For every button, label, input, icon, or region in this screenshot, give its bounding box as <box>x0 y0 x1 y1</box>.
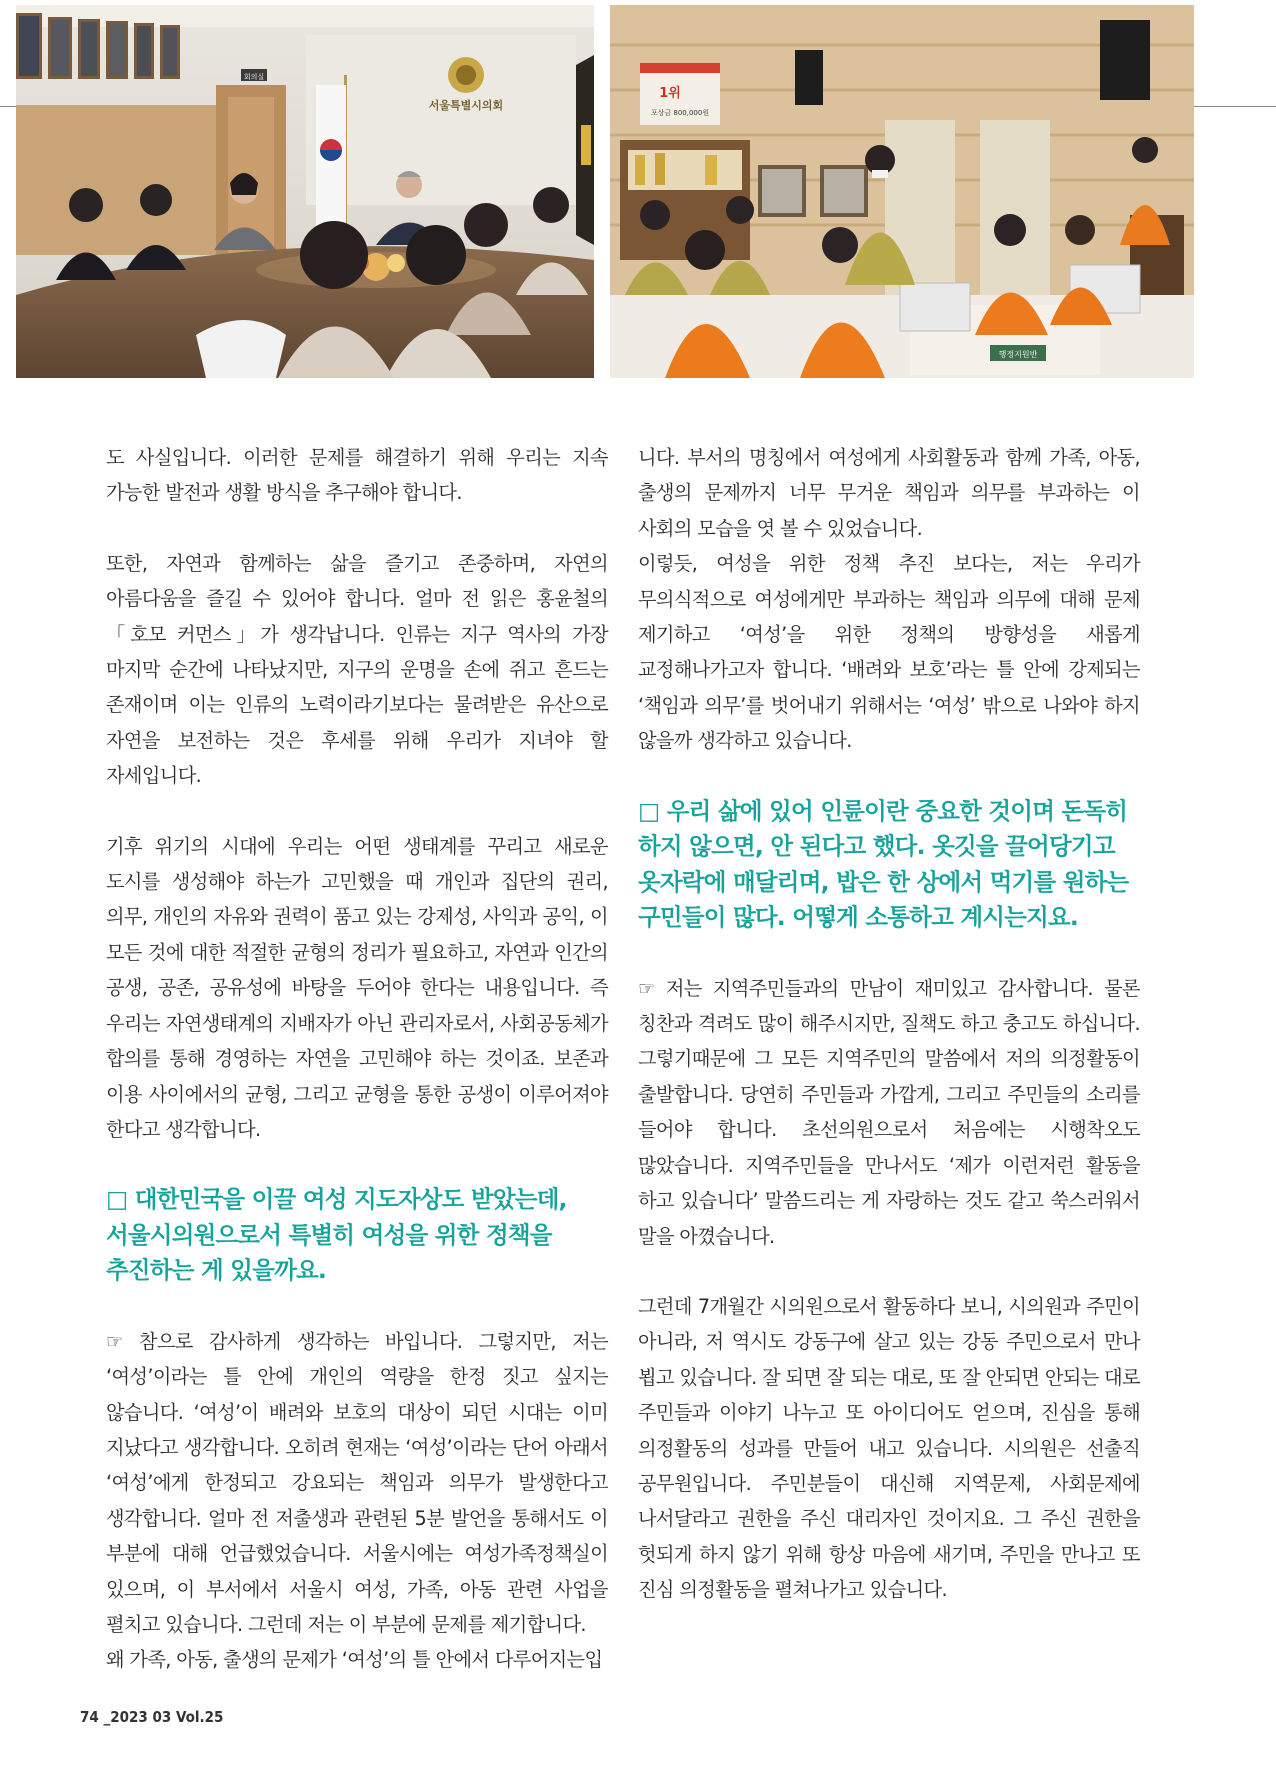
meeting-room-photo <box>16 5 594 378</box>
banner-prize: 포상금 800,000원 <box>650 109 710 117</box>
fire-station-photo <box>610 5 1194 378</box>
answer-paragraph-2: ☞ 저는 지역주민들과의 만남이 재미있고 감사합니다. 물론 칭찬과 격려도 많이 해주시지만, 질책도 하고 충고도 하십니다. 그렇기때문에 그 모든 지역주민의 말씀에서 저의 의정활동이 출발합니다. 당연히 주민들과 가깝게, 그리고 주민들의 소리를 들어야 합니다. 초선의원으로서 처음에는 시행착오도 많았습니다. 지역주민들을 만나서도 ‘제가 이런저런 활동을 하고 있습니다’ 말씀드리는 게 자랑하는 것도 같고 쑥스러워서 말을 아꼈습니다. <box>638 976 1140 1248</box>
banner-rank: 1위 <box>659 86 681 101</box>
door-sign-text: 회의실 <box>243 73 265 81</box>
right-paragraph-1: 니다. 부서의 명칭에서 여성에게 사회활동과 함께 가족, 아동, 출생의 문제까지 너무 무거운 책임과 의무를 부과하는 이 사회의 모습을 엿 볼 수 있었습니다. <box>638 446 1140 540</box>
header-rule-left <box>0 106 16 107</box>
left-paragraph-continued: 왜 가족, 아동, 출생의 문제가 ‘여성’의 틀 안에서 다루어지는입 <box>106 1648 603 1672</box>
right-paragraph-2: 이렇듯, 여성을 위한 정책 추진 보다는, 저는 우리가 무의식적으로 여성에게만 부과하는 책임과 의무에 대해 문제 제기하고 ‘여성’을 위한 정책의 방향성을 새롭게 교정해나가고자 합니다. ‘배려와 보호’라는 틀 안에 강제되는 ‘책임과 의무’를 벗어내기 위해서는 ‘여성’ 밖으로 나와야 하지 않을까 생각하고 있습니다. <box>638 552 1140 753</box>
answer-paragraph-1: ☞ 참으로 감사하게 생각하는 바입니다. 그렇지만, 저는 ‘여성’이라는 틀 안에 개인의 역량을 한정 짓고 싶지는 않습니다. ‘여성’이 배려와 보호의 대상이 되던 시대는 이미 지났다고 생각합니다. 오히려 현재는 ‘여성’이라는 단어 아래서 ‘여성’에게 한정되고 강요되는 책임과 의무가 발생한다고 생각합니다. 얼마 전 저출생과 관련된 5분 발언을 통해서도 이 부분에 대해 언급했었습니다. 서울시에는 여성가족정책실이 있으며, 이 부서에서 서울시 여성, 가족, 아동 관련 사업을 펼치고 있습니다. 그런데 저는 이 부분에 문제를 제기합니다. <box>106 1329 608 1637</box>
page-footer: 74 _2023 03 Vol.25 <box>80 1708 224 1726</box>
right-paragraph-last: 그런데 7개월간 시의원으로서 활동하다 보니, 시의원과 주민이 아니라, 저 역시도 강동구에 살고 있는 강동 주민으로서 만나 뵙고 있습니다. 잘 되면 잘 되는 대로, 또 잘 안되면 안되는 대로 주민들과 이야기 나누고 또 아이디어도 얻으며, 진심을 통해 의정활동의 성과를 만들어 내고 있습니다. 시의원은 선출직 공무원입니다. 주민분들이 대신해 지역문제, 사회문제에 나서달라고 권한을 주신 대리자인 것이지요. 그 주신 권한을 헛되게 하지 않기 위해 항상 마음에 새기며, 주민을 만나고 또 진심 의정활동을 펼쳐나가고 있습니다. <box>638 1294 1140 1602</box>
question-heading-1: □ 대한민국을 이끌 여성 지도자상도 받았는데, 서울시의원으로서 특별히 여성을 위한 정책을 추진하는 게 있을까요. <box>106 1185 567 1285</box>
left-text-column <box>106 440 608 1678</box>
desk-sign-text: 행정지원반 <box>998 350 1038 359</box>
header-rule-right <box>1193 106 1276 107</box>
meeting-room-illustration <box>16 5 594 378</box>
left-paragraph-3: 기후 위기의 시대에 우리는 어떤 생태계를 꾸리고 새로운 도시를 생성해야 하는가 고민했을 때 개인과 집단의 권리, 의무, 개인의 자유와 권력이 품고 있는 강제성, 사익과 공익, 이 모든 것에 대한 적절한 균형의 정리가 필요하고, 자연과 인간의 공생, 공존, 공유성에 바탕을 두어야 한다는 내용입니다. 즉 우리는 자연생태계의 지배자가 아닌 관리자로서, 사회공동체가 합의를 통해 경영하는 자연을 고민해야 하는 것이죠. 보존과 이용 사이에서의 균형, 그리고 균형을 통한 공생이 이루어져야 한다고 생각합니다. <box>106 834 608 1141</box>
question-heading-2: □ 우리 삶에 있어 인륜이란 중요한 것이며 돈독히 하지 않으면, 안 된다고 했다. 옷깃을 끌어당기고 옷자락에 매달리며, 밥은 한 상에서 먹기를 원하는 구민들이 많다. 어떻게 소통하고 계시는지요. <box>638 796 1129 932</box>
left-paragraph-1: 도 사실입니다. 이러한 문제를 해결하기 위해 우리는 지속 가능한 발전과 생활 방식을 추구해야 합니다. <box>106 446 608 505</box>
right-text-column <box>638 440 1140 1608</box>
left-paragraph-2: 또한, 자연과 함께하는 삶을 즐기고 존중하며, 자연의 아름다움을 즐길 수 있어야 합니다. 얼마 전 읽은 홍윤철의 「호모 커먼스」가 생각납니다. 인류는 지구 역사의 가장 마지막 순간에 나타났지만, 지구의 운명을 손에 쥐고 흔드는 존재이며 이는 인류의 노력이라기보다는 물려받은 유산으로 자연을 보전하는 것은 후세를 위해 우리가 지녀야 할 자세입니다. <box>106 551 608 788</box>
plaque-text: 서울특별시의회 <box>428 99 504 112</box>
fire-station-illustration <box>610 5 1194 378</box>
